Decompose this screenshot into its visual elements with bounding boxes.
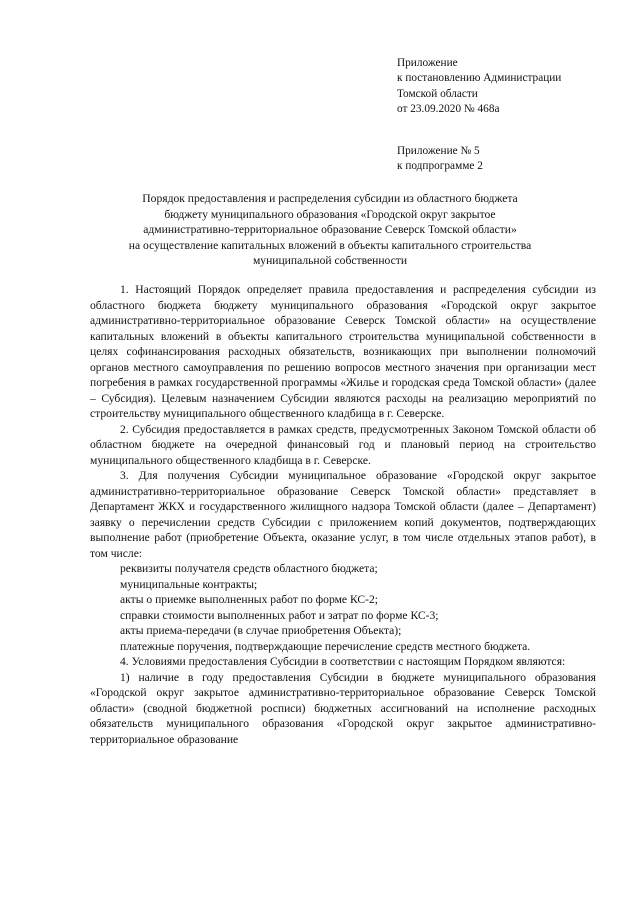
list-item: платежные поручения, подтверждающие перечисление средств местного бюджета. [120,639,531,653]
list-item: реквизиты получателя средств областного бюджета; [120,562,378,575]
appendix-header [397,56,561,118]
appendix-subprogram: к подпрограмме 2 [397,160,483,173]
title-line: муниципальной собственности [252,254,408,268]
paragraph-2: 2. Субсидия предоставляется в рамках средств, предусмотренных Законом Томской области об областном бюджете на очередной финансовый год и плановый период на строительство муниципального общественного кладбища в г. Северске. [90,422,596,467]
list-item: муниципальные контракты; [120,577,258,591]
document-body [90,282,596,747]
title-line: Порядок предоставления и распределения субсидии из областного бюджета [142,192,518,205]
paragraph-3: 3. Для получения Субсидии муниципальное образование «Городской округ закрытое административно-территориальное образование Северск Томской области» представляет в Департамент ЖКХ и государственного жилищного надзора Томской области (далее – Департамент) заявку о перечислении средств Субсидии с приложением копий документов, подтверждающих выполнение работ (приобретение Объекта, оказание услуг, в том числе отдельных этапов работ), в том числе: [90,469,596,560]
paragraph-1: 1. Настоящий Порядок определяет правила предоставления и распределения субсидии из областного бюджета бюджету муниципального образования «Городской округ закрытое административно-территориальное образование Северск Томской области» на осуществление капитальных вложений в объекты капитального строительства муниципальной собственности в целях софинансирования расходных обязательств, возникающих при выполнении полномочий органов местного самоуправления по решению вопросов местного значения при организации мест погребения в рамках государственной программы «Жилье и городская среда Томской области» (далее – Субсидия). Целевым назначением Субсидии являются расходы на реализацию мероприятий по строительству муниципального общественного кладбища в г. Северске. [90,283,596,420]
appendix-line: к постановлению Администрации [397,72,562,85]
title-line: бюджету муниципального образования «Городской округ закрытое [164,207,496,221]
paragraph-4: 4. Условиями предоставления Субсидии в соответствии с настоящим Порядком являются: [120,655,566,668]
list-item: акты приема-передачи (в случае приобретения Объекта); [120,624,402,637]
title-line: административно-территориальное образование Северск Томской области» [143,223,517,237]
title-line: на осуществление капитальных вложений в объекты капитального строительства [128,238,532,252]
appendix-number-block [397,144,483,175]
appendix-line: от 23.09.2020 № 468а [397,103,500,116]
list-item: акты о приемке выполненных работ по форме КС-2; [120,593,379,606]
appendix-line: Томской области [397,87,478,100]
paragraph-5: 1) наличие в году предоставления Субсидии в бюджете муниципального образования «Городской округ закрытое административно-территориальное образование Северск Томской области» (сводной бюджетной росписи) бюджетных ассигнований на исполнение расходных обязательств муниципального образования «Городской округ закрытое административно-территориальное образование [90,670,596,746]
appendix-line: Приложение [397,57,458,69]
appendix-number: Приложение № 5 [397,145,480,157]
list-item: справки стоимости выполненных работ и затрат по форме КС-3; [120,608,439,622]
document-title [90,191,570,269]
